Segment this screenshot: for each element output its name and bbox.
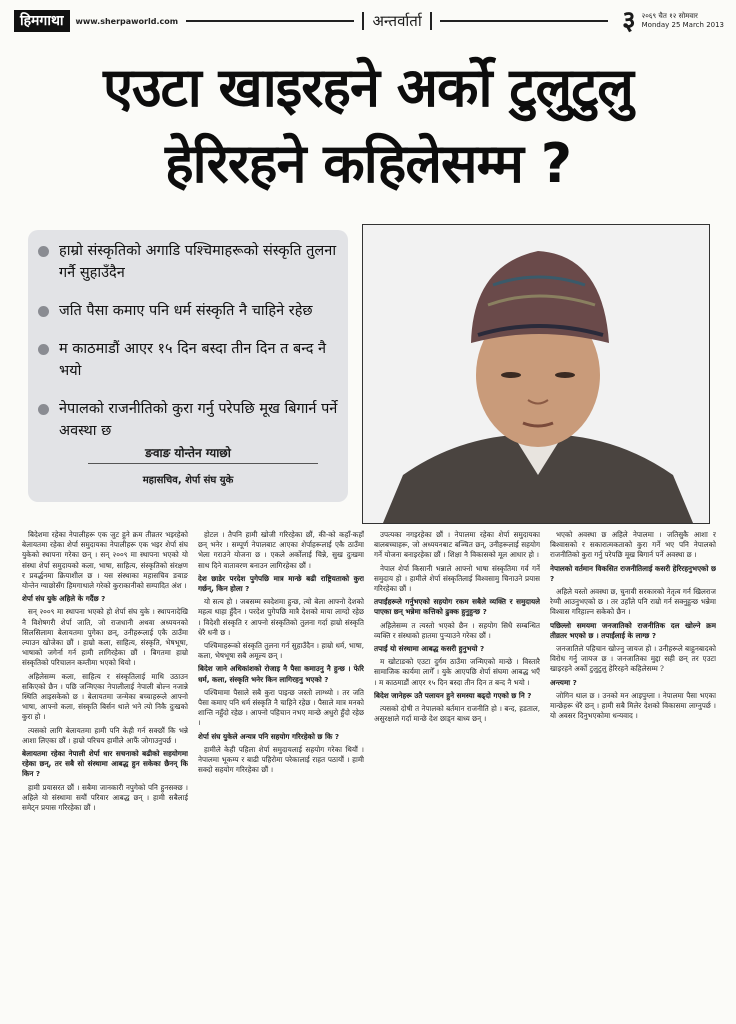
paragraph: अहिलेसम्म त त्यस्तो भएको छैन । सहयोग सिधै सम्बन्धित व्यक्ति र संस्थाको हातमा पुर्‍याउने गरेका छौं । bbox=[374, 620, 540, 640]
masthead-logo: हिमगाथा bbox=[14, 10, 70, 32]
paragraph: बिदेशमा रहेका नेपालीहरू एक जुट हुने क्रम तीव्रतर भइरहेको बेलायतमा रहेका शेर्पा समुदायका नेपालीहरू एक भइर शेर्पा संघ युकेको स्थापना गरेका छन् । सन् २००९ मा स्थापना भएको यो संस्था शेर्पा समुदायको कला, भाषा, साहित्य, संस्कृतिको संरक्षण र प्रवर्द्धनमा क्रियाशील छ । यस संस्थाका महासचिव ङवाङ योन्तेन ग्याछोसँग हिमगाथाले गरेको कुराकानीको सम्पादित अंश । bbox=[22, 530, 188, 591]
section-title: अन्तर्वार्ता bbox=[362, 12, 431, 30]
question: शेर्पा संघ युकेले अन्यत्र पनि सहयोग गरिरहेको छ कि ? bbox=[198, 731, 340, 741]
question: बेलायतमा रहेका नेपाली शेर्पा धार सचनाको बढीको सहयोगमा रहेका छन्, तर सबै सो संस्थामा आबद्ध हुन सकेका छैनन् कि किन ? bbox=[22, 749, 188, 779]
paragraph: होटल । तैपनि हामी खोजी गरिरहेका छौं, की-को कहाँ-कहाँ छन् भनेर । सम्पूर्ण नेपालबाट आएका शेर्पाहरूलाई एकै ठाउँमा भेला गराउने योजना छ । एकले अर्कोलाई चिन्ने, सुख दुःखमा साथ दिने वातावरण बनाउन लागिरहेका छौं । bbox=[198, 530, 364, 570]
paragraph: जोगिन थाल छ । उनको मन आइपुग्ला । नेपालमा पैसा भएका मान्छेहरू धेरै छन् । हामी सबै मिलेर देशको विकासमा लाग्नुपर्छ । यो अवसर दिनुभएकोमा धन्यवाद । bbox=[550, 690, 716, 721]
page-number: ३ bbox=[622, 6, 636, 36]
headline-line-1: एउटा खाइरहने अर्को टुलुटुलु bbox=[103, 56, 633, 119]
question: बिदेश जानेहरू उतै पलायन हुने समस्या बढ्दो गएको छ नि ? bbox=[374, 690, 532, 700]
question: शेर्पा संघ युके अहिले के गर्दैछ ? bbox=[22, 594, 106, 604]
question: देश छाडेर परदेश पुगेपछि मात्र मान्छे बढी राष्ट्रियताको कुरा गर्छन्, किन होला ? bbox=[198, 573, 364, 594]
article-column-3 bbox=[374, 530, 540, 1014]
bullet-icon bbox=[38, 344, 49, 355]
article-column-4 bbox=[550, 530, 716, 1014]
paragraph: नेपाल शेर्पा किसानी भन्नाले आफ्नो भाषा संस्कृतिमा गर्व गर्ने समुदाय हो । हामीले शेर्पा संस्कृतिलाई विश्वसामु चिनाउने प्रयास गरिरहेका छौं । bbox=[374, 563, 540, 594]
byline: ङवाङ योन्तेन ग्याछो bbox=[145, 446, 231, 460]
page-header bbox=[14, 8, 724, 34]
headline bbox=[20, 50, 716, 202]
header-rule bbox=[186, 20, 354, 22]
issue-date bbox=[642, 12, 724, 30]
question: नेपालको वर्तमान विकसित राजनीतिलाई कसरी हेरिरहनुभएको छ ? bbox=[550, 563, 716, 583]
paragraph: त्यसको लागि बेलायतमा हामी पनि केही गर्न सक्छौं कि भन्ने आशा लिएका छौं । हाम्रो परिचय हामीले आफैं जोगाउनुपर्छ । bbox=[22, 725, 188, 745]
highlight-text: हाम्रो संस्कृतिको अगाडि पश्चिमाहरूको संस्कृति तुलना गर्नै सुहाउँदैन bbox=[59, 243, 337, 281]
highlight-item bbox=[38, 300, 338, 322]
paragraph: त्यसको दोषी त नेपालको बर्तमान राजनीति हो । बन्द, हडताल, असुरक्षाले गर्दा मान्छे देश छाड्न बाध्य छन् । bbox=[374, 704, 540, 724]
paragraph: उपत्यका नगइरहेका छौं । नेपालमा रहेका शेर्पा समुदायका बालबच्चाहरू, जो अध्ययनबाट बञ्चित छन्, उनीहरूलाई सहयोग गर्ने योजना बनाइरहेका छौं । शिक्षा नै विकासको मूल आधार हो । bbox=[374, 530, 540, 560]
bullet-icon bbox=[38, 404, 49, 415]
byline-designation: महासचिव, शेर्पा संघ युके bbox=[142, 475, 234, 486]
question: तपाईंहरूले गर्नुभएको सहयोग रकम सबैले व्यक्ति र समुदायले पाएका छन् भन्नेमा कत्तिको ढुक्क हुनुहुन्छ ? bbox=[374, 597, 540, 617]
question: पछिल्लो समयमा जनजातिको राजनीतिक दल खोल्ने क्रम तीव्रतर भएको छ । तपाईंलाई के लाग्छ ? bbox=[550, 620, 716, 640]
question: अन्त्यमा ? bbox=[550, 677, 577, 687]
paragraph: यो सत्य हो । जबसम्म स्वदेशमा हुन्छ, त्यो बेला आफ्नो देशको महत्व थाहा हुँदैन । परदेश पुगेपछि मात्रै देशको माया लाग्दो रहेछ । विदेशी संस्कृति र आफ्नो संस्कृतिको तुलना गर्दा हाम्रो संस्कृति धेरै धनी छ । bbox=[198, 597, 364, 637]
portrait-illustration bbox=[363, 225, 709, 523]
paragraph: सन् २००९ मा स्थापना भएको हो शेर्पा संघ युके । स्थापनादेखि नै विशेषगरी शेर्पा जाति, जो राजधानी अथवा अध्ययनको सिलसिलामा बेलायतमा पुगेका छन्, उनीहरूलाई एकै ठाउँमा ल्याउन खोजेका छौं । हाम्रो कला, साहित्य, संस्कृति, भेषभूषा, भाषाको जगेर्ना गर्न हामी लागिरहेका छौं । बिगतमा हाम्रो संस्कृतिको परिचालन कम्तीमा भएको थियो । bbox=[22, 607, 188, 668]
paragraph: हामी प्रयासरत छौं । सबैमा जानकारी नपुगेको पनि हुनसक्छ । अहिले यो संस्थामा सयौं परिवार आबद्ध छन् । हामी सबैलाई समेट्न प्रयास गरिरहेका छौं । bbox=[22, 782, 188, 813]
interviewee-photo bbox=[362, 224, 710, 524]
highlight-item bbox=[38, 240, 338, 284]
paragraph: हामीले केही पहिला शेर्पा समुदायलाई सहयोग गरेका थियौं । नेपालमा भूकम्प र बाढी पहिरोमा परेकालाई राहत पठायौं । हामी सक्दो सहयोग गरिरहेका छौं । bbox=[198, 744, 364, 775]
date-english: Monday 25 March 2013 bbox=[641, 21, 725, 29]
headline-line-2: हेरिरहने कहिलेसम्म ? bbox=[164, 132, 572, 195]
date-nepali: २०६९ चैत १२ सोमवार bbox=[641, 12, 698, 20]
paragraph: भएको अवस्था छ अहिले नेपालमा । जतिसुकै आशा र बिश्वासको र सकारात्मकताको कुरा गर्ने भए पनि नेपालको राजनीतिको कुरा गर्नु परेपछि मूख बिगार्न पर्ने अवस्था छ । bbox=[550, 530, 716, 560]
site-url: www.sherpaworld.com bbox=[75, 16, 179, 26]
header-rule-right bbox=[440, 20, 608, 22]
highlight-text: जति पैसा कमाए पनि धर्म संस्कृति नै चाहिने रहेछ bbox=[59, 303, 313, 319]
highlight-text: म काठमाडौं आएर १५ दिन बस्दा तीन दिन त बन्द नै भयो bbox=[59, 341, 327, 379]
question: बिदेश जाने अधिकांशको रोजाइ नै पैसा कमाउनु नै हुन्छ । फेरि धर्म, कला, संस्कृति भनेर किन लागिरहनु भएको ? bbox=[198, 664, 364, 684]
highlight-item bbox=[38, 398, 338, 442]
article-body bbox=[22, 530, 716, 1014]
question: तपाईं यो संस्थामा आबद्ध कसरी हुनुभयो ? bbox=[374, 644, 485, 654]
paragraph: जनजातिले पहिचान खोज्नु जायज हो । उनीहरूले बाहुनबादको विरोध गर्नु जायज छ । जनजातिका मुद्दा सही छन् तर एउटा खाइरहने अर्को टुलुटुलु हेरिरहने कहिलेसम्म ? bbox=[550, 644, 716, 674]
paragraph: अहिले यस्तो अवस्था छ, चुनावी सरकारको नेतृत्व गर्न खिलराज रेग्मी आउनुभएको छ । तर उहाँले पनि राम्रो गर्न सक्नुहुन्छ भन्नेमा विश्वास गरिहाल्न सकेको छैन । bbox=[550, 587, 716, 617]
paragraph: म खोटाङको एउटा दुर्गम ठाउँमा जन्मिएको मान्छे । विस्तारै सामाजिक कार्यमा लागेँ । युके आएपछि शेर्पा संघमा आबद्ध भएँ । म काठमाडौं आएर १५ दिन बस्दा तीन दिन त बन्द नै भयो । bbox=[374, 657, 540, 687]
bullet-icon bbox=[38, 306, 49, 317]
bullet-icon bbox=[38, 246, 49, 257]
byline-divider bbox=[88, 463, 318, 464]
article-column-1 bbox=[22, 530, 188, 1014]
highlight-text: नेपालको राजनीतिको कुरा गर्नु परेपछि मूख बिगार्न पर्ने अवस्था छ bbox=[59, 401, 338, 439]
paragraph: अहिलेसम्म कला, साहित्य र संस्कृतिलाई माथि उठाउन सकिएको छैन । पछि जन्मिएका नेपालीलाई नेपाली बोल्न नजान्ने स्थिति आइसकेको छ । बेलायतमा जन्मेका बच्चाहरूले आफ्नो भाषा, आफ्नो कला, संस्कृति बिर्सन थाले भने त्यो निकै दुःखको कुरा हो । bbox=[22, 671, 188, 722]
article-column-2 bbox=[198, 530, 364, 1014]
highlight-item bbox=[38, 338, 338, 382]
paragraph: पश्चिमाहरूको संस्कृति तुलना गर्न सुहाउँदैन । हाम्रो धर्म, भाषा, कला, भेषभूषा सबै अमूल्य छन् । bbox=[198, 641, 364, 661]
highlights-box bbox=[28, 230, 348, 502]
paragraph: पश्चिमामा पैसाले सबै कुरा पाइन्छ जस्तो लाग्थ्यो । तर जति पैसा कमाए पनि धर्म संस्कृति नै चाहिने रहेछ । पैसाले मात्र मनको शान्ति नहुँदो रहेछ । आफ्नो पहिचान नभए मान्छे अधुरो हुँदो रहेछ । bbox=[198, 687, 364, 728]
